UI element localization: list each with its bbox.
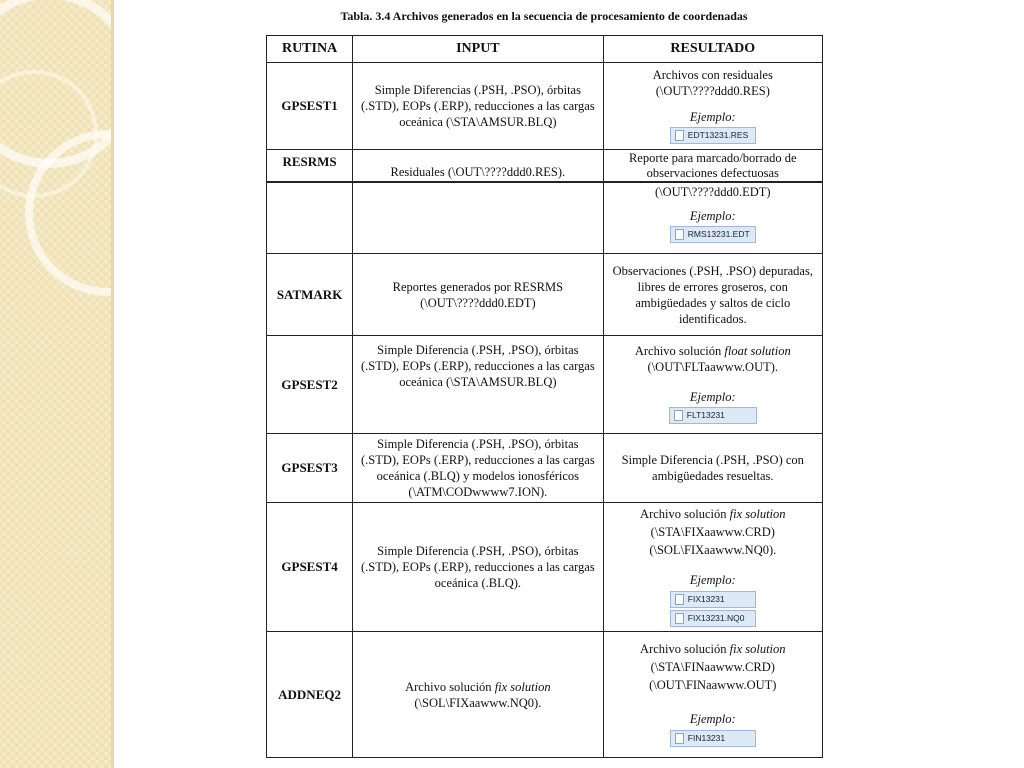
file-chip [669, 407, 757, 424]
file-icon [675, 229, 684, 240]
input-path: (\OUT\????ddd0.EDT) [420, 295, 536, 310]
resultado-cell: Observaciones (.PSH, .PSO) depuradas, libres de errores groseros, con ambigüedades y saltos de ciclo identificados. [603, 254, 822, 336]
file-chip [670, 226, 756, 243]
table-row [267, 503, 823, 632]
header-resultado: RESULTADO [603, 36, 822, 63]
header-input: INPUT [353, 36, 603, 63]
result-italic: fix solution [729, 507, 786, 521]
rutina-cell: SATMARK [267, 254, 353, 336]
result-path: (\OUT\????ddd0.RES) [655, 83, 770, 98]
file-name: RMS13231.EDT [687, 229, 750, 239]
ejemplo-label: Ejemplo: [689, 109, 736, 124]
result-path: (\OUT\????ddd0.EDT) [655, 185, 771, 199]
result-text: Archivo solución [640, 642, 727, 656]
input-path: (\SOL\FIXaawww.NQ0). [414, 695, 542, 710]
table-row [267, 336, 823, 434]
rutina-cell: RESRMS [267, 150, 353, 183]
result-text: Archivos con residuales [652, 67, 773, 82]
input-text: Archivo solución [405, 679, 492, 694]
file-name: FLT13231 [686, 410, 725, 420]
table-row [267, 254, 823, 336]
rutina-cell [267, 182, 353, 254]
rutina-cell: GPSEST4 [267, 503, 353, 632]
resultado-cell: Reporte para marcado/borrado de observaciones defectuosas [603, 150, 822, 183]
table-row [267, 150, 823, 183]
input-cell: Simple Diferencia (.PSH, .PSO), órbitas (.STD), EOPs (.ERP), reducciones a las cargas oceánica (.BLQ) y modelos ionosféricos (\ATM\CODwwww7.ION). [353, 434, 603, 503]
file-chip-group [610, 589, 816, 629]
file-name: FIN13231 [687, 733, 726, 743]
input-cell: Simple Diferencias (.PSH, .PSO), órbitas (.STD), EOPs (.ERP), reducciones a las cargas oceánica (\STA\AMSUR.BLQ) [353, 63, 603, 150]
result-path: (\SOL\FIXaawww.NQ0). [649, 543, 777, 557]
rutina-cell: GPSEST3 [267, 434, 353, 503]
resultado-cell [603, 63, 822, 150]
file-name: EDT13231.RES [687, 129, 749, 140]
ejemplo-label: Ejemplo: [689, 209, 736, 223]
file-chip [670, 591, 756, 608]
result-path: (\OUT\FINaawww.OUT) [649, 678, 777, 692]
file-icon [674, 410, 683, 421]
table-row [267, 63, 823, 150]
input-cell [353, 632, 603, 758]
rutina-cell: ADDNEQ2 [267, 632, 353, 758]
file-icon [675, 733, 684, 744]
input-cell [353, 182, 603, 254]
table-title: Tabla. 3.4 Archivos generados en la secuencia de procesamiento de coordenadas [340, 9, 748, 23]
result-italic: float solution [724, 344, 791, 358]
file-chip [670, 730, 756, 747]
resultado-cell [603, 182, 822, 254]
file-icon [675, 594, 684, 605]
result-text: Archivo solución [640, 507, 727, 521]
input-text: Reportes generados por RESRMS [392, 279, 564, 294]
resultado-cell [603, 336, 822, 434]
file-chip [670, 127, 756, 144]
resultado-cell [603, 503, 822, 632]
result-path: (\STA\FIXaawww.CRD) [650, 525, 775, 539]
file-name: FIX13231.NQ0 [687, 613, 745, 623]
input-cell: Residuales (\OUT\????ddd0.RES). [353, 150, 603, 183]
input-italic: fix solution [494, 679, 551, 694]
header-rutina: RUTINA [267, 36, 353, 63]
rutina-cell: GPSEST2 [267, 336, 353, 434]
result-text: Archivo solución [634, 344, 722, 358]
rutina-cell: GPSEST1 [267, 63, 353, 150]
ejemplo-label: Ejemplo: [689, 712, 736, 726]
file-icon [675, 613, 684, 624]
table-part-2 [266, 181, 823, 758]
table-part-1 [266, 35, 823, 183]
table-row [267, 182, 823, 254]
ejemplo-label: Ejemplo: [689, 573, 736, 587]
table-header-row [267, 36, 823, 63]
table-row [267, 434, 823, 503]
ejemplo-label: Ejemplo: [689, 390, 736, 404]
input-cell: Simple Diferencia (.PSH, .PSO), órbitas (.STD), EOPs (.ERP), reducciones a las cargas oceánica (.BLQ). [353, 503, 603, 632]
resultado-cell [603, 632, 822, 758]
file-icon [675, 130, 684, 141]
decorative-sidebar [0, 0, 114, 768]
result-path: (\STA\FINaawww.CRD) [650, 660, 775, 674]
input-cell: Simple Diferencia (.PSH, .PSO), órbitas (.STD), EOPs (.ERP), reducciones a las cargas oceánica (\STA\AMSUR.BLQ) [353, 336, 603, 434]
file-name: FIX13231 [687, 594, 725, 604]
table-row [267, 632, 823, 758]
resultado-cell: Simple Diferencia (.PSH, .PSO) con ambigüedades resueltas. [603, 434, 822, 503]
file-chip [670, 610, 756, 627]
result-italic: fix solution [729, 642, 786, 656]
result-path: (\OUT\FLTaawww.OUT). [647, 360, 779, 374]
decorative-ring [25, 130, 191, 296]
input-cell [353, 254, 603, 336]
